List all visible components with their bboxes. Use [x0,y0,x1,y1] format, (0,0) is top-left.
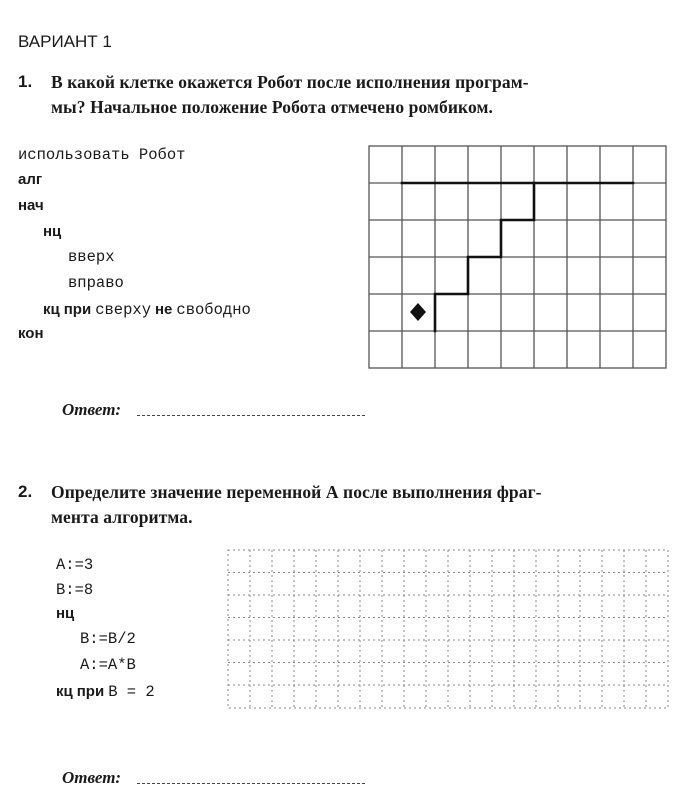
q2-number: 2. [18,482,33,501]
q2-code-kc: кц [56,683,73,700]
q2-code-cond: B = 2 [108,683,155,701]
q2-text-line1: Определите значение переменной А после выполнения фраг- [51,482,542,502]
q1-code-free: свободно [176,301,251,319]
q2-code-a-mul: A:=A*B [80,656,136,674]
q1-answer-label: Ответ: [62,400,122,419]
q2-code-nc: нц [56,605,75,622]
variant-title: ВАРИАНТ 1 [18,32,112,51]
robot-grid [360,140,670,372]
robot-diamond-icon [410,303,426,321]
q1-answer-field[interactable] [137,415,365,416]
q1-code-nach: нач [18,197,44,214]
q2-text-line2: мента алгоритма. [51,507,193,527]
q1-code-alg: алг [18,171,43,188]
q1-code-kc: кц [43,301,60,318]
q2-code-a-assign: A:=3 [56,556,94,574]
scratch-grid-lines [228,550,668,708]
q1-code-top: сверху [95,301,151,319]
q2-code-b-div: B:=B/2 [80,630,136,648]
q1-number: 1. [18,72,33,91]
q1-code-nc: нц [43,223,62,240]
q1-text-line2: мы? Начальное положение Робота отмечено ромбиком. [51,97,494,117]
q2-code-b-assign: B:=8 [56,581,94,599]
q1-code-ne: не [155,301,173,318]
q1-code-kc-line [43,298,251,324]
q2-answer-label: Ответ: [62,768,122,787]
q2-code-pri: при [76,683,105,700]
robot-grid-lines [369,146,666,368]
q2-code-kc-line [56,680,155,706]
q1-code-kon: кон [18,325,44,342]
scratch-grid[interactable] [222,545,672,713]
q1-code-line-use: использовать Робот [18,146,186,164]
q1-code-right: вправо [68,274,124,292]
q2-answer-field[interactable] [137,783,365,784]
q1-code-pri: при [63,301,92,318]
q1-text-line1: В какой клетке окажется Робот после исполнения програм- [51,72,529,92]
q1-code-up: вверх [68,248,115,266]
